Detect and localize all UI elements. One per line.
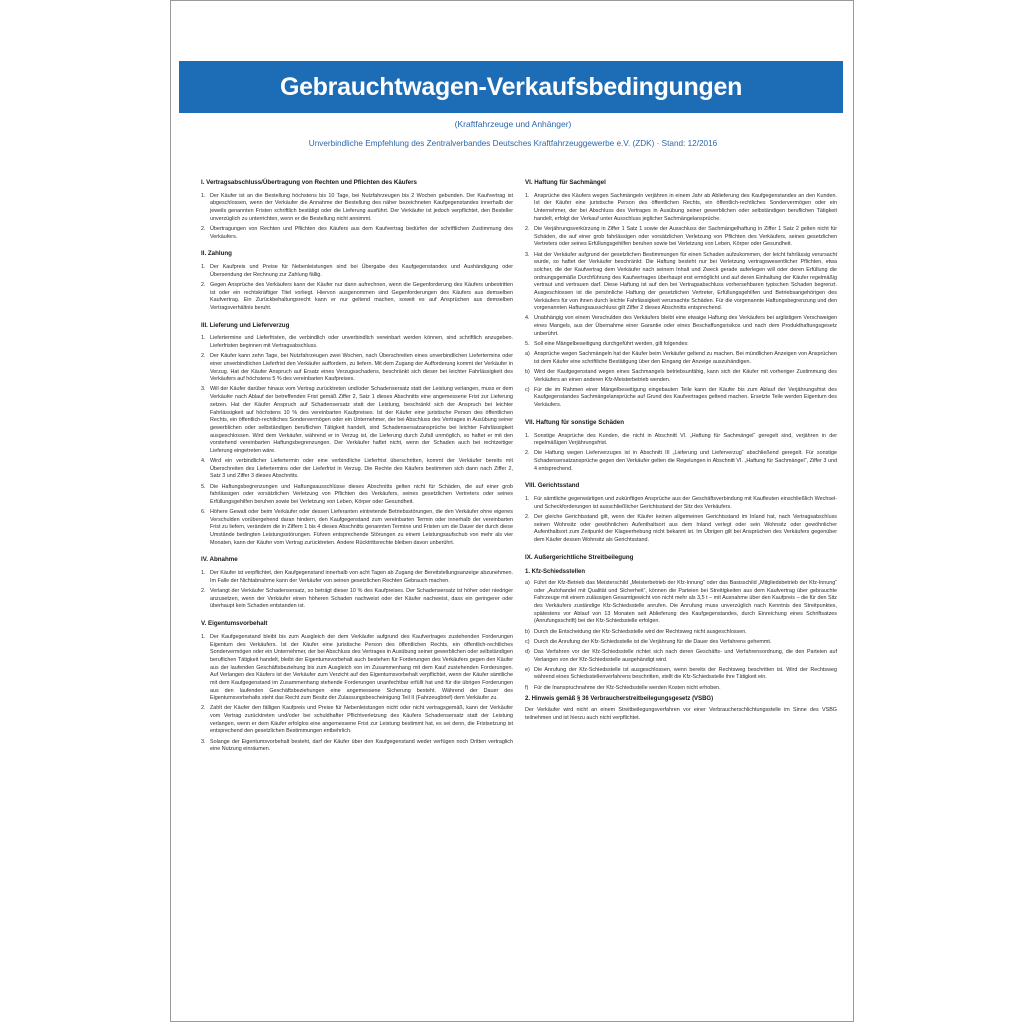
clause-text: Der Käufer kann zehn Tage, bei Nutzfahrzeugen zwei Wochen, nach Überschreiten eines unverbindlichen Liefertermins oder einer unverbindlichen Lieferfrist den Verkäufer auffordern, zu liefern. Mit dem Zugang der Aufforderung kommt der Verkäufer in Verzug. Hat der Käufer Anspruch auf Ersatz eines Verzugsschadens, beschränkt sich dieser bei leichter Fahrlässigkeit des Verkäufers auf höchstens 5 % des vereinbarten Kaufpreises. xyxy=(210,353,513,383)
clause xyxy=(525,369,837,384)
clause-text: Ansprüche wegen Sachmängeln hat der Käufer beim Verkäufer geltend zu machen. Bei mündlichen Anzeigen von Ansprüchen ist dem Käufer eine schriftliche Bestätigung über den Eingang der Anzeige auszuhändigen. xyxy=(534,351,837,365)
clause-number: 2. xyxy=(525,225,530,232)
section xyxy=(201,322,513,548)
clause-number: 5. xyxy=(525,340,530,347)
clause xyxy=(525,639,837,647)
section-heading: V. Eigentumsvorbehalt xyxy=(201,620,268,628)
clause-number: b) xyxy=(525,368,530,375)
section xyxy=(201,179,513,241)
clause-number: f) xyxy=(525,684,529,691)
clause xyxy=(201,484,513,507)
clause-text: Hat der Verkäufer aufgrund der gesetzlichen Bestimmungen für einen Schaden aufzukommen, der leicht fahrlässig verursacht wurde, so haftet der Verkäufer beschränkt: Die Haftung besteht nur bei Verletzung vertragswesentlicher Pflichten, etwa solcher, die der Kaufvertrag dem Verkäufer nach seinem Inhalt und Zweck gerade auferlegen will oder deren Erfüllung die ordnungsgemäße Durchführung des Kaufvertrages überhaupt erst ermöglicht und auf deren Einhaltung der Käufer regelmäßig vertraut und vertrauen darf. Diese Haftung ist auf den bei Vertragsabschluss vorhersehbaren typischen Schaden begrenzt. Ausgeschlossen ist die persönliche Haftung der gesetzlichen Vertreter, Erfüllungsgehilfen und Betriebsangehörigen des Verkäufers für von ihnen durch leichte Fahrlässigkeit verursachte Schäden. Für die vorgenannte Haftungsbegrenzung und den vorgenannten Haftungsausschluss gilt Ziffer 2 dieses Abschnitts entsprechend. xyxy=(534,251,837,312)
clause-number: 2. xyxy=(201,588,206,595)
section xyxy=(201,250,513,312)
clause-number: 1. xyxy=(201,335,206,342)
clause xyxy=(201,570,513,585)
section-subheading: 1. Kfz-Schiedsstellen xyxy=(525,568,586,575)
clause xyxy=(525,351,837,366)
section-heading: IX. Außergerichtliche Streitbeilegung xyxy=(525,553,634,561)
clause-text: Für sämtliche gegenwärtigen und zukünftigen Ansprüche aus der Geschäftsverbindung mit Kaufleuten einschließlich Wechsel- und Scheckforderungen ist ausschließlicher Gerichtsstand der Sitz des Verkäufers. xyxy=(534,496,837,510)
clause-text: Verlangt der Verkäufer Schadensersatz, so beträgt dieser 10 % des Kaufpreises. Der Schadensersatz ist höher oder niedriger anzusetzen, wenn der Verkäufer einen höheren Schaden nachweist oder der Käufer nachweist, dass ein geringerer oder überhaupt kein Schaden entstanden ist. xyxy=(210,588,513,610)
clause-number: c) xyxy=(525,638,530,645)
clause-number: 1. xyxy=(201,264,206,271)
clause-number: 3. xyxy=(201,738,206,745)
clause xyxy=(525,226,837,249)
clause xyxy=(201,335,513,350)
clause-text: Der gleiche Gerichtsstand gilt, wenn der Käufer keinen allgemeinen Gerichtsstand im Inland hat, nach Vertragsabschluss seinen Wohnsitz oder gewöhnlichen Aufenthaltsort aus dem Inland verlegt oder sein Wohnsitz oder gewöhnlicher Aufenthaltsort zum Zeitpunkt der Klageerhebung nicht bekannt ist. Im Übrigen gilt bei Ansprüchen des Verkäufers gegenüber dem Käufer dessen Wohnsitz als Gerichtsstand. xyxy=(534,514,837,544)
recommendation-line: Unverbindliche Empfehlung des Zentralverbandes Deutsches Kraftfahrzeuggewerbe e.V. (ZDK) · Stand: 12/2016 xyxy=(308,139,718,148)
clause-number: 2. xyxy=(201,353,206,360)
clause xyxy=(525,496,837,511)
left-column xyxy=(201,179,513,763)
clause xyxy=(201,705,513,736)
clause-text: Gegen Ansprüche des Verkäufers kann der Käufer nur dann aufrechnen, wenn die Gegenforderung des Käufers unbestritten ist oder ein rechtskräftiger Titel vorliegt. Hiervon ausgenommen sind Gegenforderungen des Käufers aus demselben Kaufvertrag. Ein Zurückbehaltungsrecht kann er nur geltend machen, soweit es auf Ansprüchen aus demselben Vertragsverhältnis beruht. xyxy=(210,281,513,311)
clause xyxy=(525,341,837,349)
clause-text: Sonstige Ansprüche des Kunden, die nicht in Abschnitt VI. „Haftung für Sachmängel“ geregelt sind, verjähren in der regelmäßigen Verjährungsfrist. xyxy=(534,432,837,447)
clause-number: 3. xyxy=(201,386,206,393)
clause-text: Der Käufer ist verpflichtet, den Kaufgegenstand innerhalb von acht Tagen ab Zugang der Bereitstellungsanzeige abzunehmen. Im Falle der Nichtabnahme kann der Verkäufer von seinen gesetzlichen Rechten Gebrauch machen. xyxy=(210,570,513,584)
clause xyxy=(525,252,837,313)
clause xyxy=(525,433,837,448)
section xyxy=(525,554,837,723)
section-heading: I. Vertragsabschluss/Übertragung von Rechten und Pflichten des Käufers xyxy=(201,179,417,186)
clause-number: 6. xyxy=(201,509,206,516)
clause-number: 1. xyxy=(525,432,530,439)
clause-number: 2. xyxy=(525,450,530,457)
clause xyxy=(201,458,513,481)
clause xyxy=(525,580,837,626)
clause-number: 2. xyxy=(201,281,206,288)
clause-number: a) xyxy=(525,351,530,358)
clause xyxy=(525,387,837,410)
clause xyxy=(525,514,837,545)
section-heading: VI. Haftung für Sachmängel xyxy=(525,179,606,186)
clause-text: Für die im Rahmen einer Mängelbeseitigung eingebauten Teile kann der Käufer bis zum Ablauf der Verjährungsfrist des Kaufgegenstandes Sachmängelansprüche auf Grund des Kaufvertrages geltend machen. Ersetzte Teile werden Eigentum des Verkäufers. xyxy=(534,386,837,409)
clause-text: Durch die Anrufung der Kfz-Schiedsstelle ist die Verjährung für die Dauer des Verfahrens gehemmt. xyxy=(534,638,772,645)
clause xyxy=(525,193,837,224)
clause-number: 2. xyxy=(201,705,206,712)
clause xyxy=(525,667,837,682)
clause xyxy=(525,685,837,693)
clause xyxy=(201,193,513,224)
clause-number: 1. xyxy=(201,192,206,199)
document-sheet xyxy=(170,0,854,1022)
clause-text: Ansprüche des Käufers wegen Sachmängeln verjähren in einem Jahr ab Ablieferung des Kaufgegenstandes an den Kunden. Ist der Käufer eine juristische Person des öffentlichen Rechts, ein öffentlich-rechtliches Sondervermögen oder ein Unternehmer, der bei Abschluss des Vertrages in Ausübung seiner gewerblichen oder selbständigen beruflichen Tätigkeit handelt, erfolgt der Verkauf unter Ausschluss jeglicher Sachmängelansprüche. xyxy=(534,192,837,222)
document-title: Gebrauchtwagen-Verkaufsbedingungen xyxy=(279,72,743,101)
clause-text: Unabhängig von einem Verschulden des Verkäufers bleibt eine etwaige Haftung des Verkäufers bei arglistigem Verschweigen eines Mangels, aus der Übernahme einer Garantie oder eines Beschaffungsrisikos und nach dem Produkthaftungsgesetz unberührt. xyxy=(534,315,837,337)
clause-text: Führt der Kfz-Betrieb das Meisterschild „Meisterbetrieb der Kfz-Innung“ oder das Basisschild „Mitgliedsbetrieb der Kfz-Innung“ oder „Autohandel mit Qualität und Sicherheit“, können die Parteien bei Streitigkeiten aus dem Kaufvertrag über gebrauchte Fahrzeuge mit einem zulässigen Gesamtgewicht von nicht mehr als 3,5 t – mit Ausnahme über den Kaufpreis – die für den Sitz des Verkäufers zuständige Kfz-Schiedsstelle anrufen. Die Anrufung muss unverzüglich nach Kenntnis des Streitpunktes, spätestens vor Ablauf von 13 Monaten seit Ablieferung des Kaufgegenstandes, durch Einreichung eines Schriftsatzes (Anrufungsschrift) bei der Kfz-Schiedsstelle erfolgen. xyxy=(534,580,837,625)
clause xyxy=(201,226,513,241)
section-heading: VII. Haftung für sonstige Schäden xyxy=(525,418,625,426)
section-heading: IV. Abnahme xyxy=(201,556,238,564)
clause-text: Für die Inanspruchnahme der Kfz-Schiedsstelle werden Kosten nicht erhoben. xyxy=(534,684,721,691)
section xyxy=(525,179,837,410)
section-heading: II. Zahlung xyxy=(201,250,232,258)
section xyxy=(525,482,837,544)
clause-number: c) xyxy=(525,386,530,393)
clause-text: Solange der Eigentumsvorbehalt besteht, darf der Käufer über den Kaufgegenstand weder verfügen noch Dritten vertraglich eine Nutzung einräumen. xyxy=(210,738,513,753)
section-heading: III. Lieferung und Lieferverzug xyxy=(201,321,290,329)
clause-text: Wird ein verbindlicher Liefertermin oder eine verbindliche Lieferfrist überschritten, kommt der Verkäufer bereits mit Überschreiten des Liefertermins oder der Lieferfrist in Verzug. Die Rechte des Käufers bestimmen sich dann nach Ziffer 2, Satz 3 und Ziffer 3 dieses Abschnitts. xyxy=(210,458,513,480)
clause-number: 1. xyxy=(201,570,206,577)
clause-text: Die Anrufung der Kfz-Schiedsstelle ist ausgeschlossen, wenn bereits der Rechtsweg beschritten ist. Wird der Rechtsweg während eines Schiedsstellenverfahrens beschritten, stellt die Kfz-Schiedsstelle ihre Tätigkeit ein. xyxy=(534,666,837,681)
clause-text: Das Verfahren vor der Kfz-Schiedsstelle richtet sich nach deren Geschäfts- und Verfahrensordnung, die den Parteien auf Verlangen von der Kfz-Schiedsstelle ausgehändigt wird. xyxy=(534,648,837,663)
clause-number: 1. xyxy=(525,496,530,503)
clause-text: Die Haftungsbegrenzungen und Haftungsausschlüsse dieses Abschnitts gelten nicht für Schäden, die auf einer grob fahrlässigen oder vorsätzlichen Verletzung von Pflichten des Verkäufers, seines gesetzlichen Vertreters oder seines Erfüllungsgehilfen beruhen sowie bei Verletzung von Leben, Körper oder Gesundheit. xyxy=(210,483,513,505)
clause-text: Übertragungen von Rechten und Pflichten des Käufers aus dem Kaufvertrag bedürfen der schriftlichen Zustimmung des Verkäufers. xyxy=(210,225,513,240)
clause-text: Die Haftung wegen Lieferverzuges ist in Abschnitt III „Lieferung und Lieferverzug“ abschließend geregelt. Für sonstige Schadensersatzansprüche gegen den Verkäufer gelten die Regelungen in Abschnitt VI. „Haftung für Sachmängel“, Ziffer 3 und 4 entsprechend. xyxy=(534,450,837,472)
section xyxy=(525,419,837,474)
clause-text: Wird der Kaufgegenstand wegen eines Sachmangels betriebsunfähig, kann sich der Käufer mit vorheriger Zustimmung des Verkäufers an einen anderen Kfz-Meisterbetrieb wenden. xyxy=(534,368,837,383)
clause xyxy=(525,315,837,338)
clause-number: 5. xyxy=(201,483,206,490)
clause xyxy=(201,739,513,754)
clause-number: 2. xyxy=(201,225,206,232)
clause-text: Der Kaufpreis und Preise für Nebenleistungen sind bei Übergabe des Kaufgegenstandes und Aushändigung oder Übersendung der Rechnung zur Zahlung fällig. xyxy=(210,264,513,278)
document-subtitle: (Kraftfahrzeuge und Anhänger) xyxy=(454,119,572,129)
clause-number: b) xyxy=(525,628,530,635)
clause xyxy=(201,509,513,547)
clause-number: 1. xyxy=(525,192,530,199)
clause xyxy=(525,450,837,473)
title-banner xyxy=(179,61,843,113)
right-column xyxy=(525,179,837,732)
clause xyxy=(201,264,513,279)
clause-number: 1. xyxy=(201,633,206,640)
clause xyxy=(201,386,513,455)
clause-text: Die Verjährungsverkürzung in Ziffer 1 Satz 1 sowie der Ausschluss der Sachmängelhaftung in Ziffer 1 Satz 2 gelten nicht für Schäden, die auf einer grob fahrlässigen oder vorsätzlichen Verletzung von Pflichten des Verkäufers, seines gesetzlichen Vertreters oder seines Erfüllungsgehilfen beruhen sowie bei Verletzung von Leben, Körper oder Gesundheit. xyxy=(534,225,837,248)
clause-text: Zahlt der Käufer den fälligen Kaufpreis und Preise für Nebenleistungen nicht oder nicht vertragsgemäß, kann der Verkäufer vom Vertrag zurücktreten und/oder bei schuldhafter Pflichtverletzung des Käufers Schadensersatz statt der Leistung verlangen, wenn er dem Käufer erfolglos eine angemessene Frist zur Leistung bestimmt hat, es sei denn, die Fristsetzung ist entsprechend den gesetzlichen Bestimmungen entbehrlich. xyxy=(210,705,513,735)
clause-text: Durch die Entscheidung der Kfz-Schiedsstelle wird der Rechtsweg nicht ausgeschlossen. xyxy=(534,628,747,635)
section xyxy=(201,556,513,611)
clause-number: d) xyxy=(525,648,530,655)
closing-text: Der Verkäufer wird nicht an einem Streitbeilegungsverfahren vor einer Verbraucherschlichtungsstelle im Sinne des VSBG teilnehmen und ist hierzu auch nicht verpflichtet. xyxy=(525,707,837,721)
clause-text: Will der Käufer darüber hinaus vom Vertrag zurücktreten und/oder Schadensersatz statt der Leistung verlangen, muss er dem Verkäufer nach Ablauf der betreffenden Frist gemäß Ziffer 2, Satz 1 dieses Abschnitts eine angemessene Frist zur Lieferung setzen. Hat der Käufer Anspruch auf Schadensersatz statt der Leistung, beschränkt sich der Anspruch bei leichter Fahrlässigkeit auf höchstens 10 % des vereinbarten Kaufpreises. Ist der Käufer eine juristische Person des öffentlichen Rechts, ein öffentlich-rechtliches Sondervermögen oder ein Unternehmer, der bei Abschluss des Vertrages in Ausübung seiner gewerblichen oder selbständigen beruflichen Tätigkeit handelt, sind Schadensersatzansprüche bei leichter Fahrlässigkeit ausgeschlossen. Wird dem Verkäufer, während er in Verzug ist, die Lieferung durch Zufall unmöglich, so haftet er mit den vorstehend vereinbarten Haftungsbegrenzungen. Der Verkäufer haftet nicht, wenn der Schaden auch bei rechtzeitiger Lieferung eingetreten wäre. xyxy=(210,386,513,454)
clause-number: e) xyxy=(525,666,530,673)
clause-number: 2. xyxy=(525,514,530,521)
clause xyxy=(201,588,513,611)
clause xyxy=(525,649,837,664)
section xyxy=(201,620,513,754)
clause-text: Höhere Gewalt oder beim Verkäufer oder dessen Lieferanten eintretende Betriebsstörungen, die den Verkäufer ohne eigenes Verschulden vorübergehend daran hindern, den Kaufgegenstand zum vereinbarten Termin oder innerhalb der vereinbarten Frist zu liefern, verändern die in Ziffern 1 bis 4 dieses Abschnitts genannten Termine und Fristen um die Dauer der durch diese Umstände bedingten Leistungsstörungen. Führen entsprechende Störungen zu einem Leistungsaufschub von mehr als vier Monaten, kann der Käufer vom Vertrag zurücktreten. Andere Rücktrittsrechte bleiben davon unberührt. xyxy=(210,509,513,546)
clause-text: Liefertermine und Lieferfristen, die verbindlich oder unverbindlich vereinbart werden können, sind schriftlich anzugeben. Lieferfristen beginnen mit Vertragsabschluss. xyxy=(210,335,513,350)
section-subheading: 2. Hinweis gemäß § 36 Verbraucherstreitbeilegungsgesetz (VSBG) xyxy=(525,695,714,702)
clause-number: 4. xyxy=(525,315,530,322)
clause-text: Der Käufer ist an die Bestellung höchstens bis 10 Tage, bei Nutzfahrzeugen bis 2 Wochen gebunden. Der Kaufvertrag ist abgeschlossen, wenn der Verkäufer die Annahme der Bestellung des näher bezeichneten Kaufgegenstandes innerhalb der jeweils genannten Fristen schriftlich bestätigt oder die Lieferung ausführt. Der Verkäufer ist jedoch verpflichtet, den Besteller unverzüglich zu unterrichten, wenn er die Bestellung nicht annimmt. xyxy=(210,192,513,222)
clause-text: Der Kaufgegenstand bleibt bis zum Ausgleich der dem Verkäufer aufgrund des Kaufvertrages zustehenden Forderungen Eigentum des Verkäufers. Ist der Käufer eine juristische Person des öffentlichen Rechts, ein öffentlich-rechtliches Sondervermögen oder ein Unternehmer, der bei Abschluss des Vertrages in Ausübung seiner gewerblichen oder selbständigen beruflichen Tätigkeit handelt, bleibt der Eigentumsvorbehalt auch bestehen für Forderungen des Verkäufers gegen den Käufer aus der laufenden Geschäftsbeziehung bis zum Ausgleich von im Zusammenhang mit dem Kauf zustehenden Forderungen. Auf Verlangen des Käufers ist der Verkäufer zum Verzicht auf den Eigentumsvorbehalt verpflichtet, wenn der Käufer sämtliche mit dem Kaufgegenstand im Zusammenhang stehende Forderungen unanfechtbar erfüllt hat und für die übrigen Forderungen aus den laufenden Geschäftsbeziehungen eine angemessene Sicherung besteht. Während der Dauer des Eigentumsvorbehalts steht das Recht zum Besitz der Zulassungsbescheinigung Teil II (Fahrzeugbrief) dem Verkäufer zu. xyxy=(210,633,513,702)
section-heading: VIII. Gerichtsstand xyxy=(525,482,580,490)
clause xyxy=(201,282,513,313)
clause xyxy=(201,634,513,703)
clause-text: Soll eine Mängelbeseitigung durchgeführt werden, gilt folgendes: xyxy=(534,340,689,347)
clause-number: a) xyxy=(525,580,530,587)
clause xyxy=(525,629,837,637)
clause-number: 4. xyxy=(201,458,206,465)
clause-number: 3. xyxy=(525,251,530,258)
clause xyxy=(201,353,513,384)
